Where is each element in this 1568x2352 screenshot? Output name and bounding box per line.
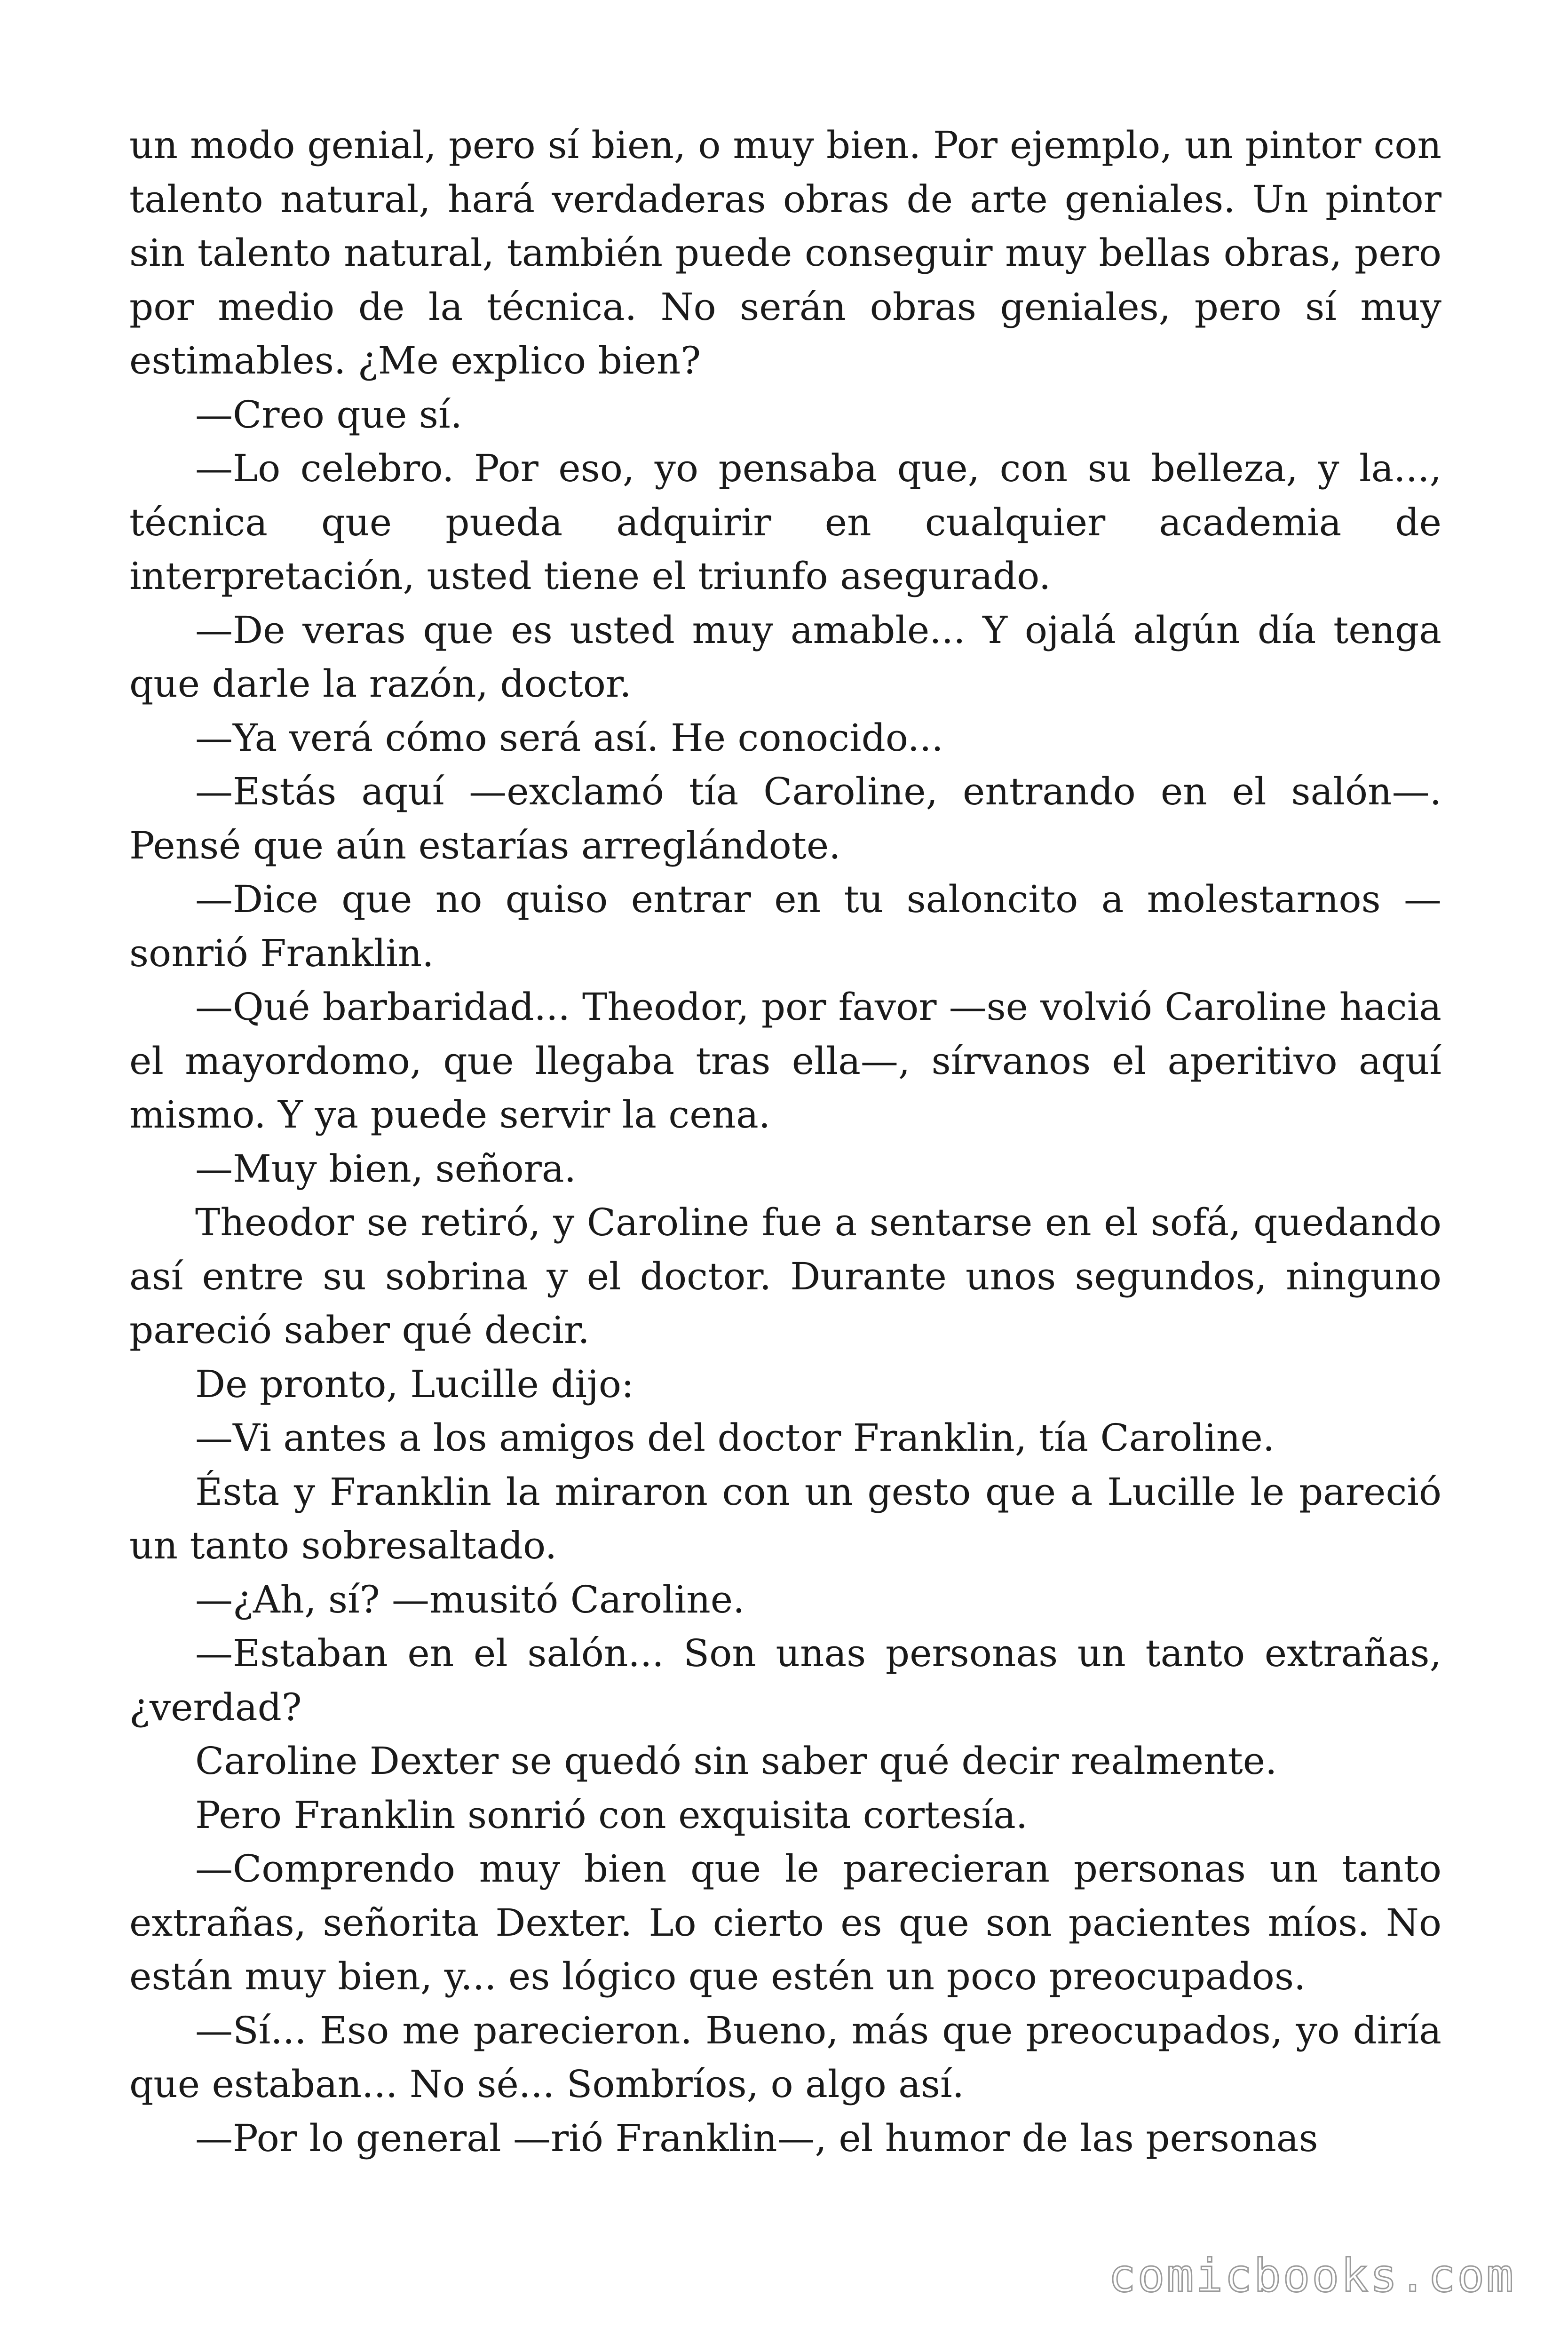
paragraph: Theodor se retiró, y Caroline fue a sentarse en el sofá, quedando así entre su sobrina y el doctor. Durante unos segundos, ninguno pareció saber qué decir.	[129, 1200, 1441, 1352]
paragraph: —Creo que sí.	[195, 392, 462, 437]
paragraph: —Ya verá cómo será así. He conocido...	[195, 715, 943, 760]
paragraph: —De veras que es usted muy amable... Y ojalá algún día tenga que darle la razón, doctor.	[129, 608, 1441, 706]
paragraph: —Vi antes a los amigos del doctor Franklin, tía Caroline.	[195, 1416, 1275, 1460]
paragraph: —Qué barbaridad... Theodor, por favor —se volvió Caroline hacia el mayordomo, que llegaba tras ella—, sírvanos el aperitivo aquí mismo. Y ya puede servir la cena.	[129, 985, 1441, 1136]
paragraph: Caroline Dexter se quedó sin saber qué decir realmente.	[195, 1739, 1277, 1783]
paragraph: —Estaban en el salón... Son unas personas un tanto extrañas, ¿verdad?	[129, 1631, 1441, 1729]
paragraph: —Estás aquí —exclamó tía Caroline, entrando en el salón—. Pensé que aún estarías arreglándote.	[129, 770, 1441, 867]
paragraph: —Comprendo muy bien que le parecieran personas un tanto extrañas, señorita Dexter. Lo cierto es que son pacientes míos. No están muy bien, y... es lógico que estén un poco preocupados.	[129, 1847, 1441, 1998]
paragraph: —Muy bien, señora.	[195, 1146, 577, 1191]
paragraph: —Lo celebro. Por eso, yo pensaba que, con su belleza, y la..., técnica que pueda adquirir en cualquier academia de interpretación, usted tiene el triunfo asegurado.	[129, 446, 1441, 598]
paragraph: Pero Franklin sonrió con exquisita cortesía.	[195, 1793, 1028, 1837]
watermark-logo: comicbooks.com	[1108, 2249, 1515, 2302]
paragraph: —Por lo general —rió Franklin—, el humor de las personas	[195, 2116, 1318, 2160]
paragraph: —Dice que no quiso entrar en tu saloncito a molestarnos —sonrió Franklin.	[129, 877, 1441, 975]
paragraph: De pronto, Lucille dijo:	[195, 1362, 634, 1406]
paragraph: un modo genial, pero sí bien, o muy bien. Por ejemplo, un pintor con talento natural, hará verdaderas obras de arte geniales. Un pintor sin talento natural, también puede conseguir muy bellas obras, pero por medio de la técnica. No serán obras geniales, pero sí muy estimables. ¿Me explico bien?	[129, 123, 1441, 382]
paragraph: —¿Ah, sí? —musitó Caroline.	[195, 1577, 745, 1621]
body-text	[129, 119, 1441, 2165]
paragraph: —Sí... Eso me parecieron. Bueno, más que preocupados, yo diría que estaban... No sé... Sombríos, o algo así.	[129, 2008, 1441, 2106]
paragraph: Ésta y Franklin la miraron con un gesto que a Lucille le pareció un tanto sobresaltado.	[129, 1470, 1441, 1567]
